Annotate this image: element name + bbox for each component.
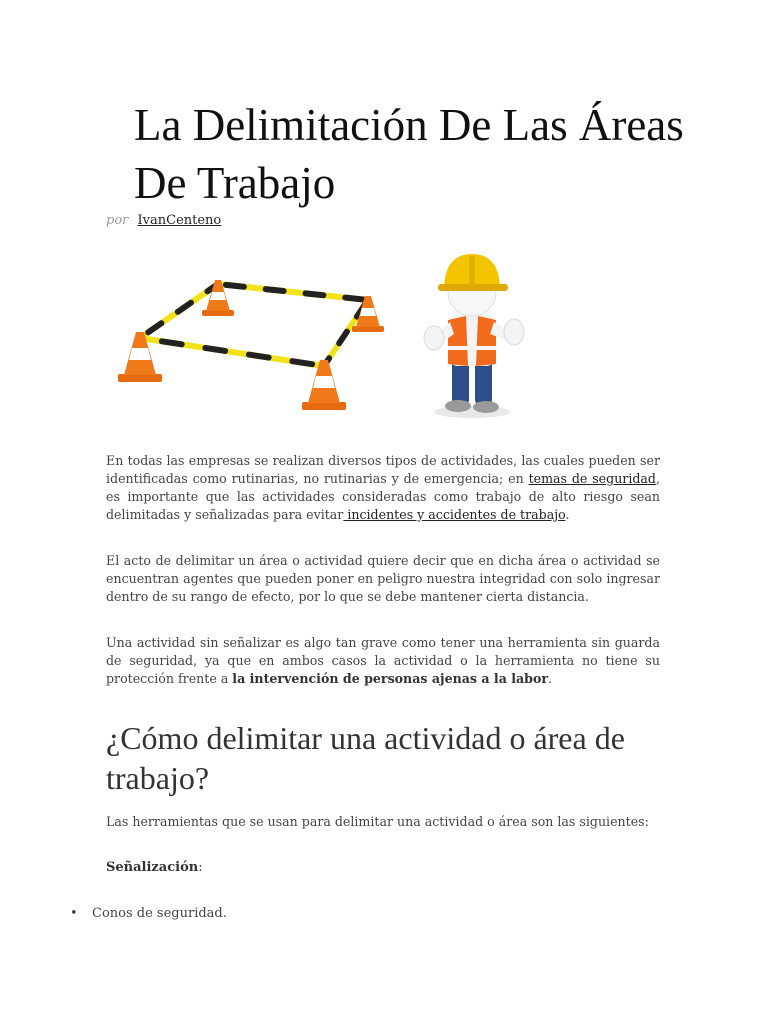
link-temas-de-seguridad[interactable]: temas de seguridad [528, 471, 656, 486]
safety-cones-barrier-icon [118, 280, 384, 410]
section-intro: Las herramientas que se usan para delimitar una actividad o área son las siguientes: [106, 814, 649, 829]
byline-prefix: por [106, 213, 129, 228]
worker-hardhat-stop-icon [424, 254, 524, 418]
section-heading: ¿Cómo delimitar una actividad o área de trabajo? [106, 720, 625, 796]
paragraph-3-bold: la intervención de personas ajenas a la labor [232, 671, 549, 686]
subheading-text: Señalización [106, 860, 199, 875]
bullet-icon: • [70, 906, 78, 921]
author-link[interactable]: IvanCenteno [137, 213, 222, 228]
subheading-colon: : [198, 860, 203, 875]
list-item-text: Conos de seguridad. [92, 906, 227, 921]
paragraph-1 [106, 452, 660, 524]
article-title: La Delimitación De Las Áreas De Trabajo [134, 100, 684, 208]
paragraph-1-text: En todas las empresas se realizan diversos tipos de actividades, las cuales pueden ser identificadas como rutinarias, no rutinarias y de emergencia; en [106, 453, 660, 486]
list-item [70, 906, 227, 921]
link-incidentes-accidentes[interactable]: incidentes y accidentes de trabajo [343, 507, 566, 522]
paragraph-1-text-mid: , es importante que las actividades consideradas como trabajo de alto riesgo sean delimitadas y señalizadas para evitar [106, 471, 661, 522]
paragraph-3-end: . [548, 671, 553, 686]
illustration [110, 248, 530, 424]
paragraph-1-end: . [565, 507, 570, 522]
byline [106, 213, 221, 228]
paragraph-2: El acto de delimitar un área o actividad quiere decir que en dicha área o actividad se encuentran agentes que pueden poner en peligro nuestra integridad con solo ingresar dentro de su rango de efecto, por lo que se debe mantener cierta distancia. [106, 553, 660, 604]
paragraph-3 [106, 634, 660, 688]
subheading-senalizacion [106, 860, 203, 875]
paragraph-3-text: Una actividad sin señalizar es algo tan grave como tener una herramienta sin guarda de seguridad, ya que en ambos casos la actividad o la herramienta no tiene su protección frente a [106, 635, 660, 686]
